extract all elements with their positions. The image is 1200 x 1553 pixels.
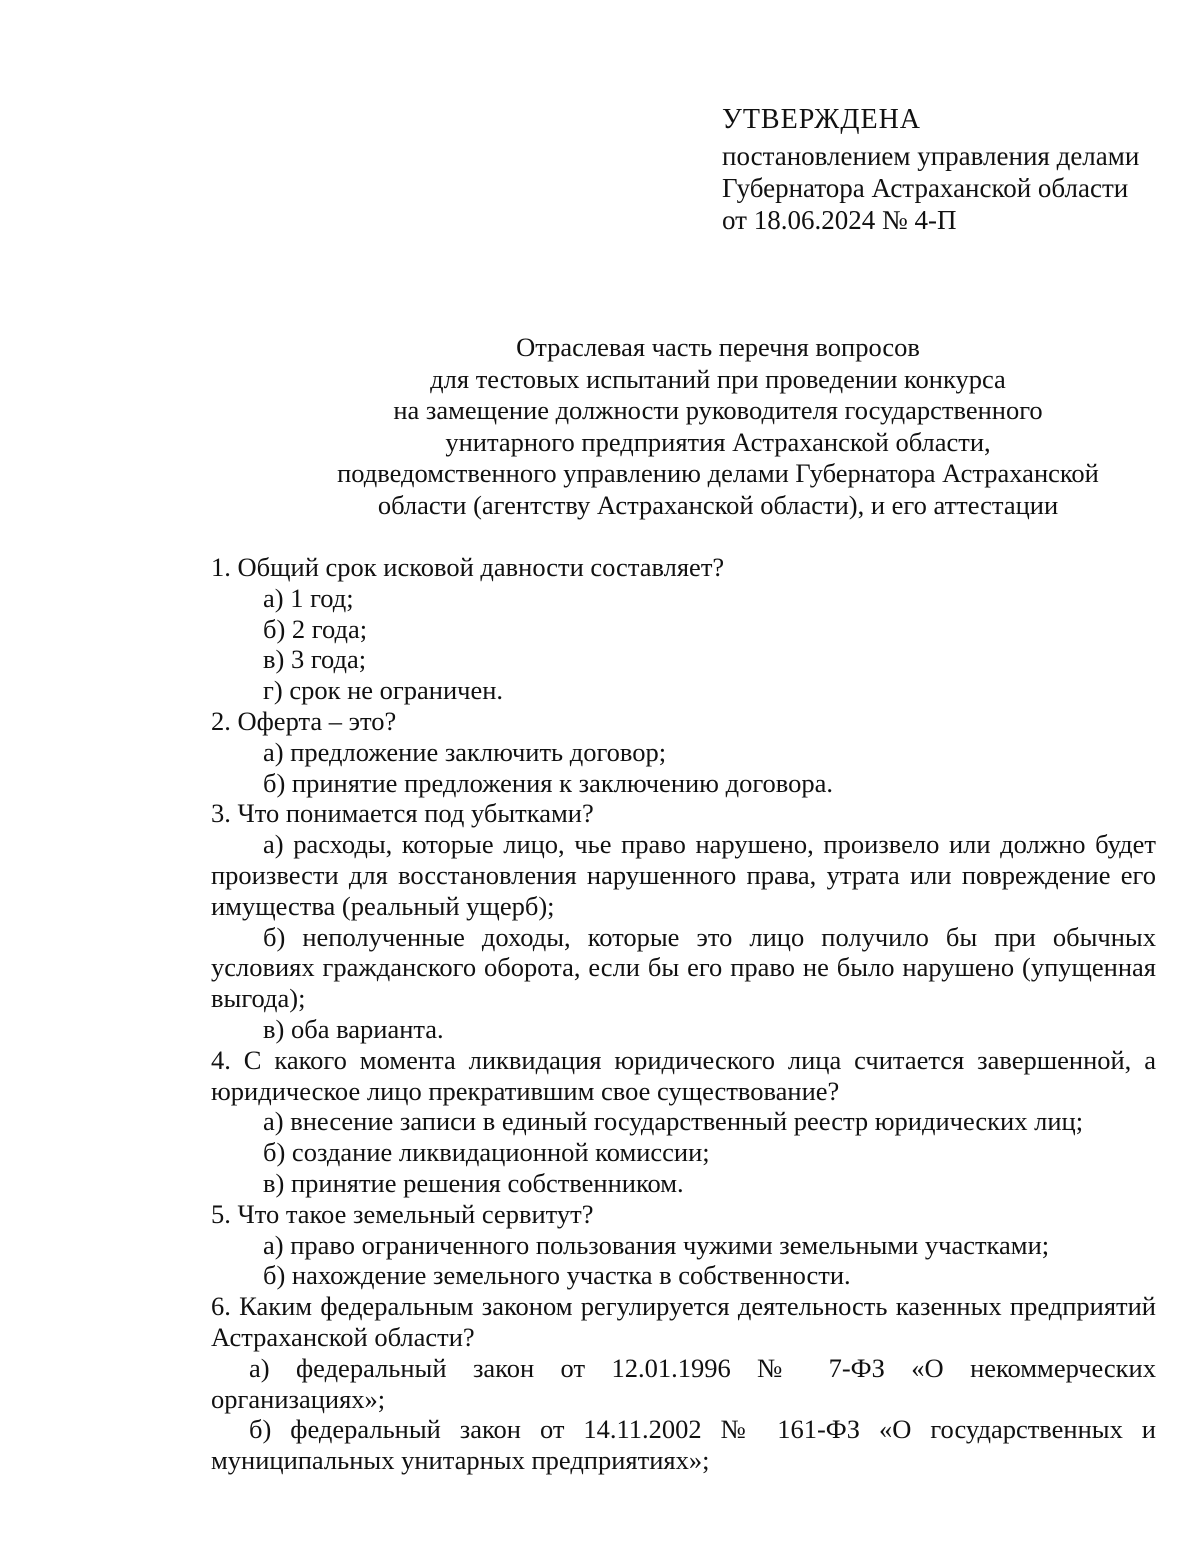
answer-option: а) 1 год; — [263, 582, 354, 613]
question-text: 2. Оферта – это? — [211, 705, 397, 736]
document-title — [260, 332, 1176, 521]
answer-option: в) оба варианта. — [263, 1013, 444, 1044]
title-line: на замещение должности руководителя государственного — [393, 395, 1043, 425]
approval-line: Губернатора Астраханской области — [722, 173, 1129, 203]
answer-option: в) принятие решения собственником. — [263, 1167, 684, 1198]
answer-option: а) расходы, которые лицо, чье право нарушено, произвело или должно будет произвести для восстановления нарушенного права, утрата или повреждение его имущества (реальный ущерб); — [211, 829, 1156, 921]
question-text: 6. Каким федеральным законом регулируется деятельность казенных предприятий Астраханской области? — [211, 1291, 1156, 1352]
title-line: унитарного предприятия Астраханской области, — [445, 426, 991, 457]
approval-line: от 18.06.2024 № 4-П — [722, 205, 957, 235]
answer-option: б) принятие предложения к заключению договора. — [263, 767, 834, 798]
title-line: Отраслевая часть перечня вопросов — [516, 332, 920, 362]
title-line: подведомственного управлению делами Губернатора Астраханской — [337, 458, 1099, 488]
answer-option: б) 2 года; — [263, 613, 368, 644]
answer-option: б) нахождение земельного участка в собственности. — [263, 1260, 851, 1291]
approval-title: УТВЕРЖДЕНА — [722, 104, 922, 135]
answer-option: б) федеральный закон от 14.11.2002 № 161-ФЗ «О государственных и муниципальных унитарных предприятиях»; — [211, 1414, 1156, 1476]
answer-option: в) 3 года; — [263, 644, 367, 675]
question-list — [211, 552, 1156, 1476]
approval-line: постановлением управления делами — [722, 141, 1140, 171]
question-text: 3. Что понимается под убытками? — [211, 798, 594, 829]
title-line: области (агентству Астраханской области), и его аттестации — [377, 489, 1059, 520]
answer-option: а) внесение записи в единый государственный реестр юридических лиц; — [263, 1106, 1084, 1137]
answer-option: б) создание ликвидационной комиссии; — [263, 1137, 710, 1168]
answer-option: б) неполученные доходы, которые это лицо получило бы при обычных условиях гражданского оборота, если бы его право не было нарушено (упущенная выгода); — [211, 921, 1156, 1014]
answer-option: а) предложение заключить договор; — [263, 736, 667, 767]
answer-option: а) федеральный закон от 12.01.1996 № 7-ФЗ «О некоммерческих организациях»; — [211, 1352, 1156, 1414]
question-text: 4. С какого момента ликвидация юридического лица считается завершенной, а юридическое лицо прекратившим свое существование? — [211, 1044, 1156, 1106]
answer-option: а) право ограниченного пользования чужими земельными участками; — [263, 1229, 1050, 1260]
answer-option: г) срок не ограничен. — [263, 675, 504, 706]
question-text: 5. Что такое земельный сервитут? — [211, 1198, 594, 1229]
title-line: для тестовых испытаний при проведении конкурса — [430, 363, 1006, 394]
approval-stamp — [722, 104, 1139, 236]
question-text: 1. Общий срок исковой давности составляет? — [211, 552, 725, 582]
